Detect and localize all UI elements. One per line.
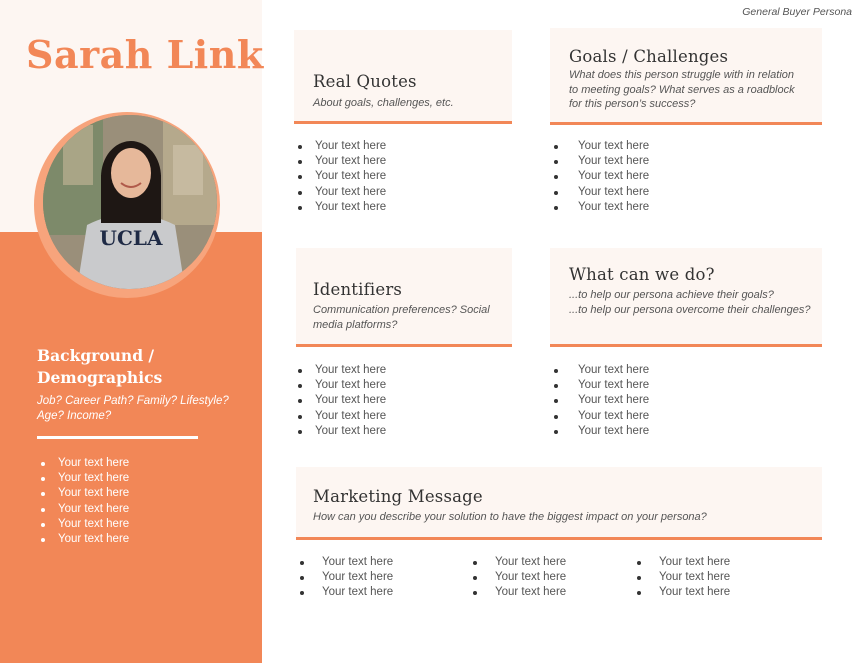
- header-tag: General Buyer Persona: [742, 6, 852, 18]
- goals-list: [550, 139, 649, 215]
- list-item: Your text here: [550, 169, 649, 184]
- background-title-line2: Demographics: [37, 368, 163, 387]
- list-item: Your text here: [550, 363, 649, 378]
- list-item: Your text here: [469, 585, 566, 600]
- list-item: Your text here: [296, 585, 393, 600]
- list-item: Your text here: [294, 200, 386, 215]
- what-can-we-do-title: What can we do?: [569, 265, 715, 284]
- goals-subtitle: What does this person struggle with in relation to meeting goals? What serves as a roadblock for this person’s success?: [569, 69, 795, 110]
- list-item: Your text here: [633, 570, 730, 585]
- list-item: Your text here: [633, 585, 730, 600]
- marketing-card: [296, 467, 822, 540]
- list-item: Your text here: [294, 393, 386, 408]
- list-item: Your text here: [550, 139, 649, 154]
- what-can-we-do-subtitle-line2: ...to help our persona overcome their challenges?: [569, 303, 811, 316]
- identifiers-list: [294, 363, 386, 439]
- background-list: [37, 456, 129, 547]
- marketing-list-col2: [469, 555, 566, 601]
- what-can-we-do-subtitle-line1: ...to help our persona achieve their goals?: [569, 289, 774, 301]
- identifiers-subtitle: Communication preferences? Social media platforms?: [313, 304, 490, 331]
- list-item: Your text here: [550, 378, 649, 393]
- list-item: Your text here: [550, 409, 649, 424]
- identifiers-title: Identifiers: [313, 280, 403, 299]
- list-item: Your text here: [37, 532, 129, 547]
- list-item: Your text here: [550, 424, 649, 439]
- persona-photo: [43, 115, 217, 289]
- list-item: Your text here: [294, 139, 386, 154]
- marketing-subtitle: How can you describe your solution to have the biggest impact on your persona?: [313, 511, 707, 523]
- list-item: Your text here: [294, 363, 386, 378]
- list-item: Your text here: [37, 502, 129, 517]
- list-item: Your text here: [296, 570, 393, 585]
- identifiers-card: [296, 248, 512, 347]
- list-item: Your text here: [294, 424, 386, 439]
- real-quotes-subtitle: About goals, challenges, etc.: [313, 97, 454, 109]
- real-quotes-list: [294, 139, 386, 215]
- persona-name: Sarah Link: [26, 32, 264, 77]
- background-subtitle: Job? Career Path? Family? Lifestyle? Age? Income?: [37, 395, 229, 422]
- list-item: Your text here: [37, 486, 129, 501]
- persona-photo-illustration: [43, 115, 217, 289]
- list-item: Your text here: [294, 378, 386, 393]
- list-item: Your text here: [550, 185, 649, 200]
- background-divider: [37, 436, 198, 439]
- list-item: Your text here: [550, 393, 649, 408]
- list-item: Your text here: [633, 555, 730, 570]
- list-item: Your text here: [294, 185, 386, 200]
- list-item: Your text here: [294, 154, 386, 169]
- list-item: Your text here: [469, 570, 566, 585]
- goals-card: [550, 28, 822, 125]
- what-can-we-do-card: [550, 248, 822, 347]
- list-item: Your text here: [294, 169, 386, 184]
- list-item: Your text here: [37, 456, 129, 471]
- list-item: Your text here: [294, 409, 386, 424]
- marketing-list-col1: [296, 555, 393, 601]
- background-title: [37, 345, 162, 389]
- real-quotes-title: Real Quotes: [313, 72, 417, 91]
- what-can-we-do-subtitle: [569, 288, 814, 317]
- real-quotes-card: [294, 30, 512, 124]
- marketing-title: Marketing Message: [313, 487, 483, 506]
- marketing-list-col3: [633, 555, 730, 601]
- shirt-text: UCLA: [99, 226, 163, 250]
- background-title-line1: Background /: [37, 346, 155, 365]
- list-item: Your text here: [296, 555, 393, 570]
- list-item: Your text here: [469, 555, 566, 570]
- goals-title: Goals / Challenges: [569, 47, 729, 66]
- what-can-we-do-list: [550, 363, 649, 439]
- list-item: Your text here: [550, 154, 649, 169]
- list-item: Your text here: [37, 517, 129, 532]
- list-item: Your text here: [550, 200, 649, 215]
- list-item: Your text here: [37, 471, 129, 486]
